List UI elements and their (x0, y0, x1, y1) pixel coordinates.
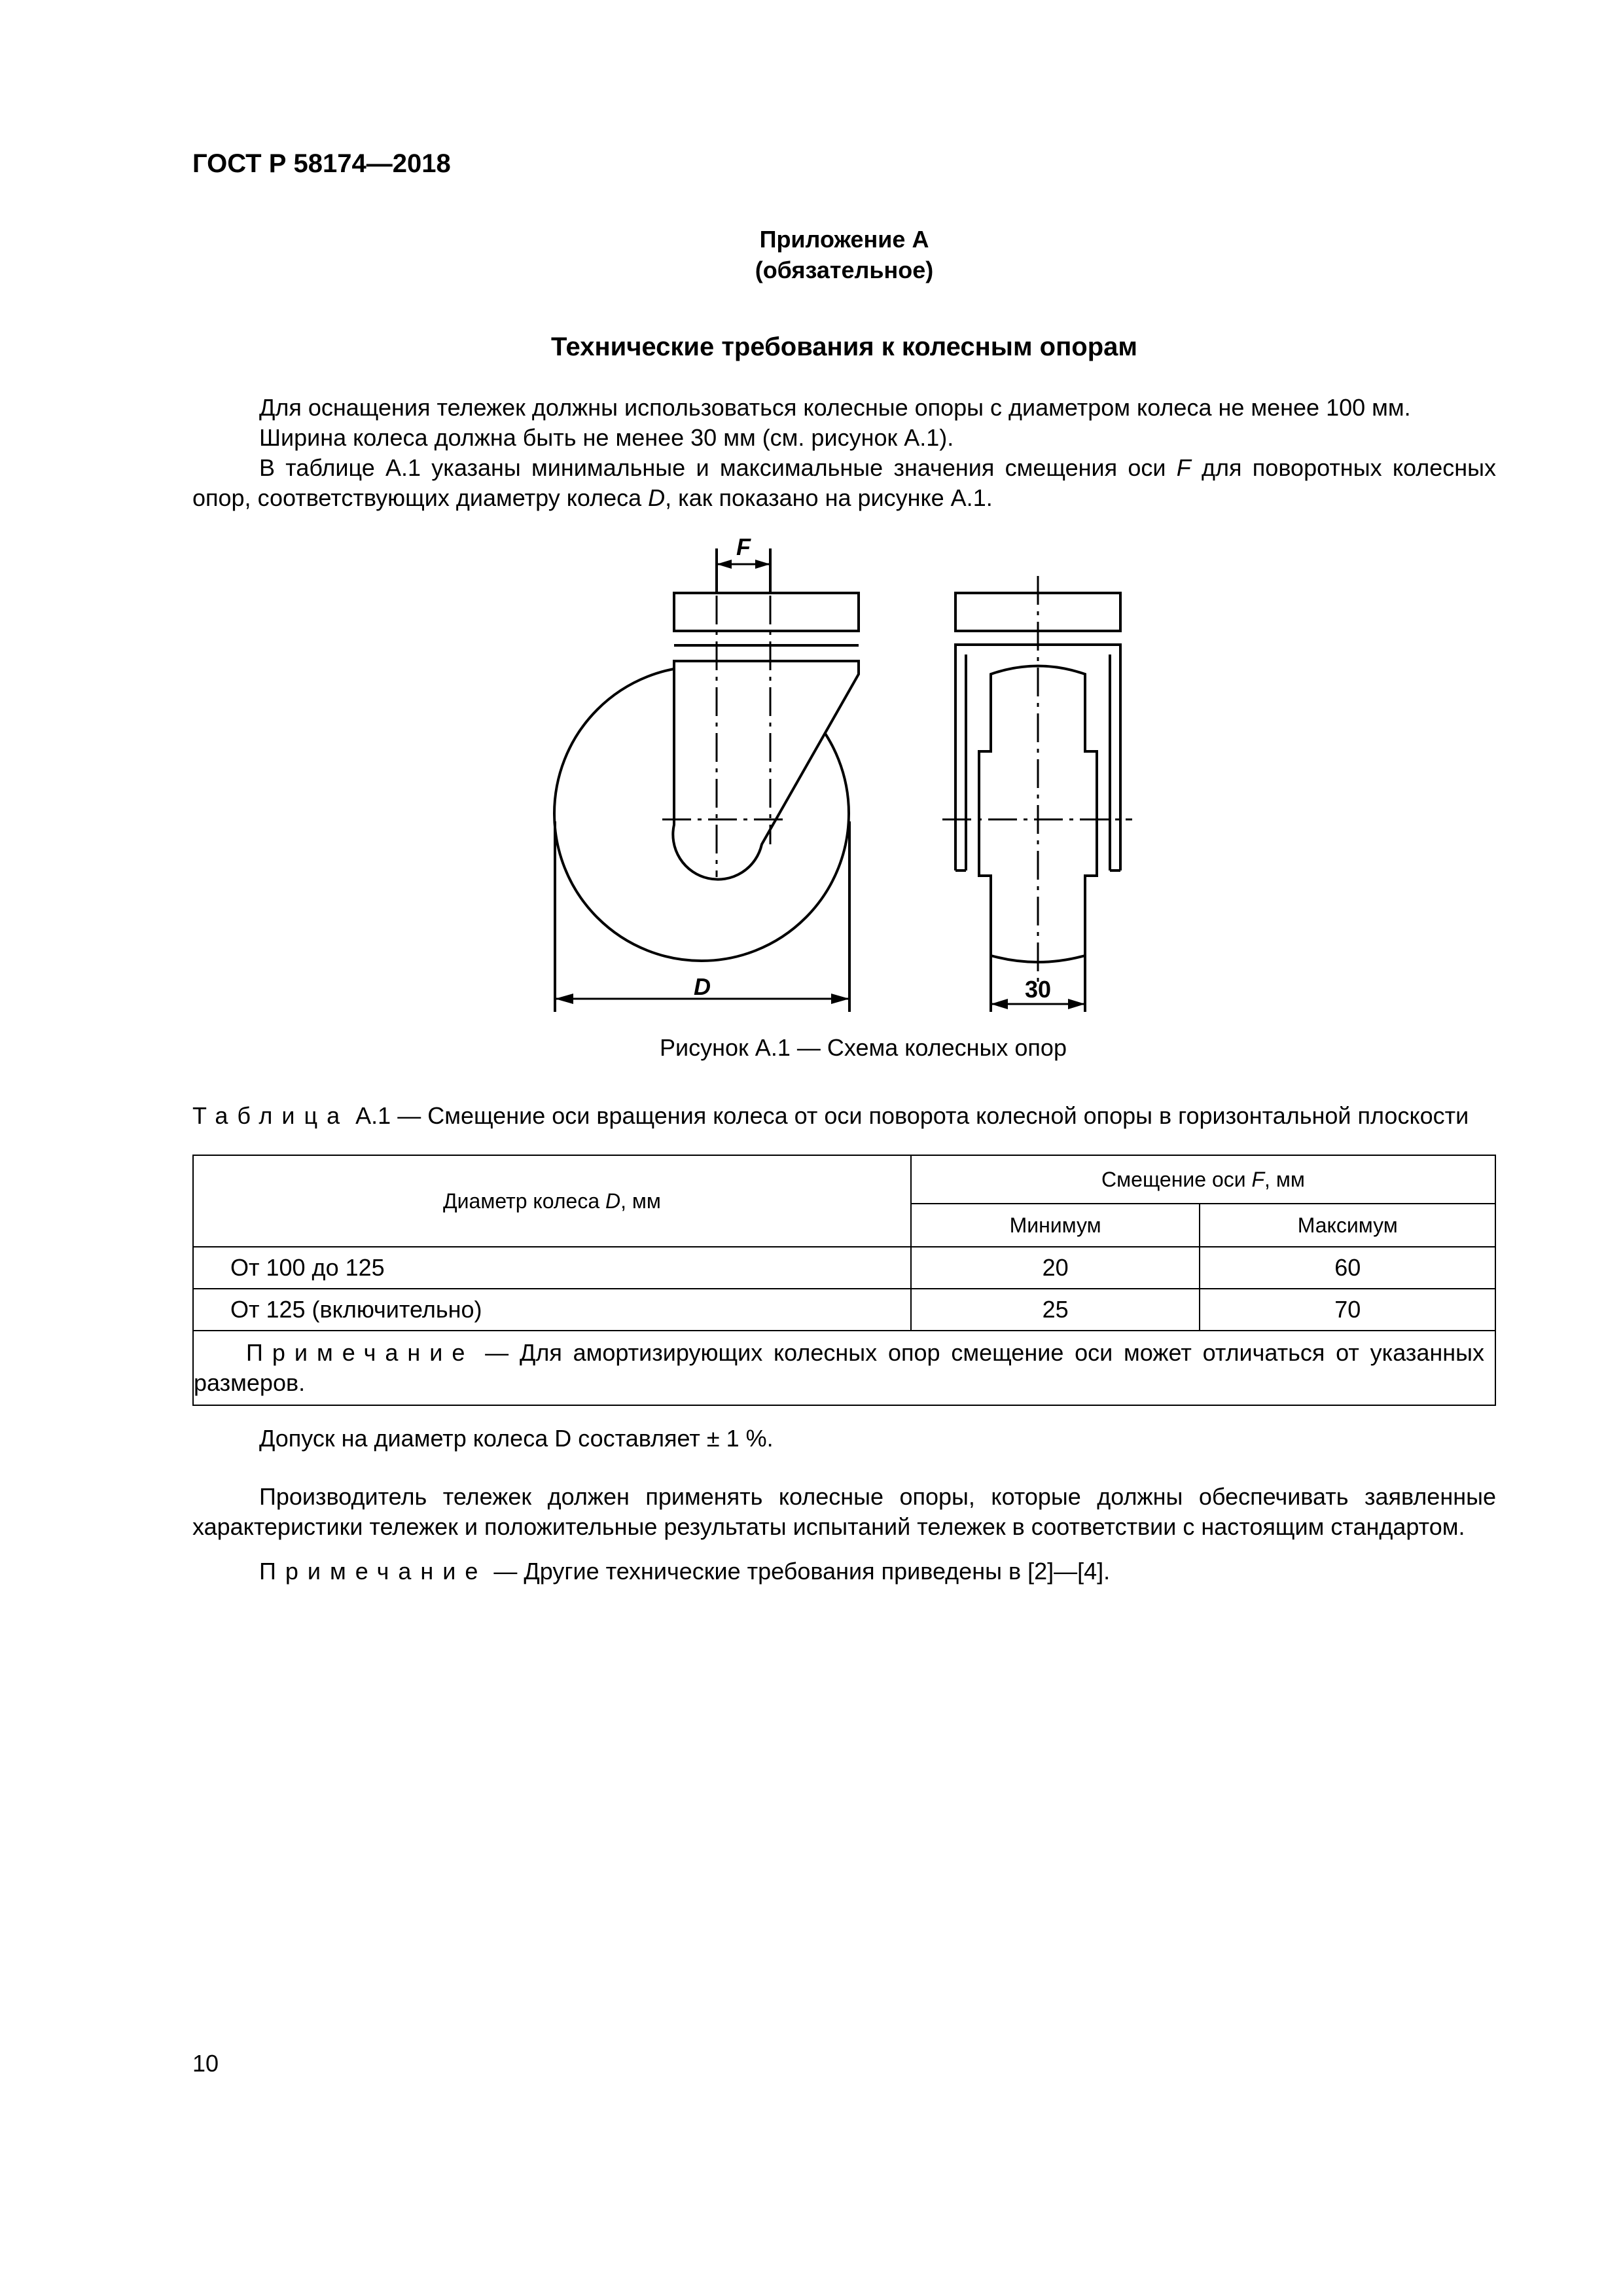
table-row (193, 1247, 1495, 1289)
table-note-row (193, 1331, 1495, 1405)
intro-paragraph-1: Для оснащения тележек должны использоваться колесные опоры с диаметром колеса не менее 100 мм. (259, 394, 1411, 421)
caster-diagram (0, 0, 1623, 1047)
label-width: 30 (1024, 976, 1052, 1003)
intro-paragraph-3: В таблице А.1 указаны минимальные и максимальные значения смещения оси F для поворотных колесных опор, соответствующих диаметру колеса D, как показано на рисунке А.1. (192, 454, 1496, 511)
cell-diameter: От 125 (включительно) (193, 1289, 911, 1331)
appendix-status: (обязательное) (755, 257, 934, 283)
figure-caption: Рисунок А.1 — Схема колесных опор (660, 1034, 1067, 1061)
tolerance-paragraph: Допуск на диаметр колеса D составляет ± 1 %. (259, 1425, 774, 1452)
caster-side-view (554, 593, 859, 961)
page-number: 10 (192, 2050, 219, 2077)
header-max: Максимум (1200, 1204, 1495, 1247)
cell-min: 20 (911, 1247, 1200, 1289)
offset-table (192, 1155, 1496, 1406)
cell-diameter: От 100 до 125 (193, 1247, 911, 1289)
table-caption: Таблица А.1 — Смещение оси вращения колеса от оси поворота колесной опоры в горизонтальной плоскости (192, 1102, 1469, 1129)
table-note: Примечание — Для амортизирующих колесных опор смещение оси может отличаться от указанных размеров. (193, 1331, 1495, 1405)
cell-max: 60 (1200, 1247, 1495, 1289)
appendix-title: Приложение А (759, 226, 929, 253)
cell-min: 25 (911, 1289, 1200, 1331)
label-f: F (736, 533, 751, 560)
cell-max: 70 (1200, 1289, 1495, 1331)
intro-paragraph-2: Ширина колеса должна быть не менее 30 мм (см. рисунок А.1). (259, 424, 954, 451)
document-id: ГОСТ Р 58174—2018 (192, 149, 451, 178)
label-d: D (694, 973, 711, 1000)
header-diameter: Диаметр колеса D, мм (193, 1155, 911, 1247)
section-title: Технические требования к колесным опорам (551, 332, 1137, 361)
header-min: Минимум (911, 1204, 1200, 1247)
table-row (193, 1289, 1495, 1331)
final-note: Примечание — Другие технические требования приведены в [2]—[4]. (259, 1558, 1111, 1585)
header-offset: Смещение оси F, мм (911, 1155, 1495, 1204)
manufacturer-paragraph: Производитель тележек должен применять колесные опоры, которые должны обеспечивать заявленные характеристики тележек и положительные результаты испытаний тележек в соответствии с настоящим стандартом. (192, 1483, 1496, 1540)
